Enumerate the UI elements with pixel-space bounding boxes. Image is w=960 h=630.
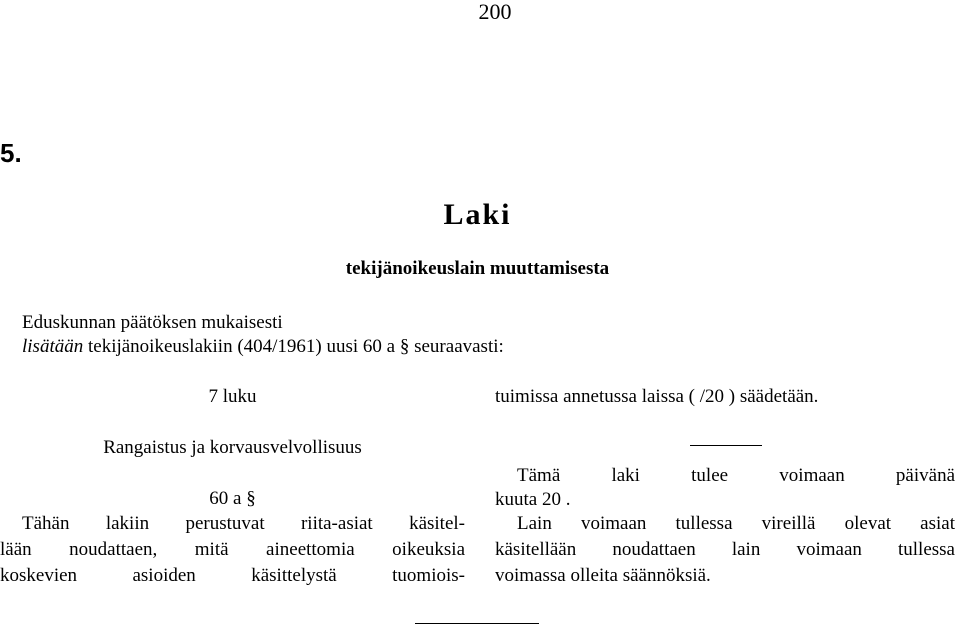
preamble-line-2 — [22, 335, 504, 359]
chapter-title: Rangaistus ja korvausvelvollisuus — [103, 437, 362, 458]
left-paragraph-line-1: Tähän lakiin perustuvat riita-asiat käsitel- — [22, 513, 465, 534]
entry-into-force-line-1: Tämä laki tulee voimaan päivänä — [517, 465, 955, 486]
chapter-heading: 7 luku — [208, 386, 257, 407]
left-paragraph-line-3: koskevien asioiden käsittelystä tuomiois- — [0, 565, 465, 586]
right-paragraph-line-0: tuimissa annetussa laissa ( /20 ) säädetään. — [495, 386, 819, 407]
bottom-rule — [415, 623, 539, 624]
law-title: Laki — [443, 198, 512, 231]
law-subtitle: tekijänoikeuslain muuttamisesta — [345, 258, 610, 279]
page-number: 200 — [478, 0, 512, 24]
pending-line-3: voimassa olleita säännöksiä. — [495, 565, 711, 586]
preamble-text: tekijänoikeuslakiin (404/1961) uusi 60 a § seuraavasti: — [87, 336, 504, 357]
section-heading: 60 a § — [209, 488, 256, 509]
left-paragraph-line-2: lään noudattaen, mitä aineettomia oikeuksia — [0, 539, 465, 560]
entry-into-force-line-2: kuuta 20 . — [495, 489, 571, 510]
section-number: 5. — [0, 138, 22, 168]
preamble-verb: lisätään — [22, 336, 84, 357]
preamble-line-1: Eduskunnan päätöksen mukaisesti — [22, 312, 283, 333]
separator-rule — [690, 445, 762, 446]
pending-line-2: käsitellään noudattaen lain voimaan tullessa — [495, 539, 955, 560]
pending-line-1: Lain voimaan tullessa vireillä olevat asiat — [517, 513, 955, 534]
